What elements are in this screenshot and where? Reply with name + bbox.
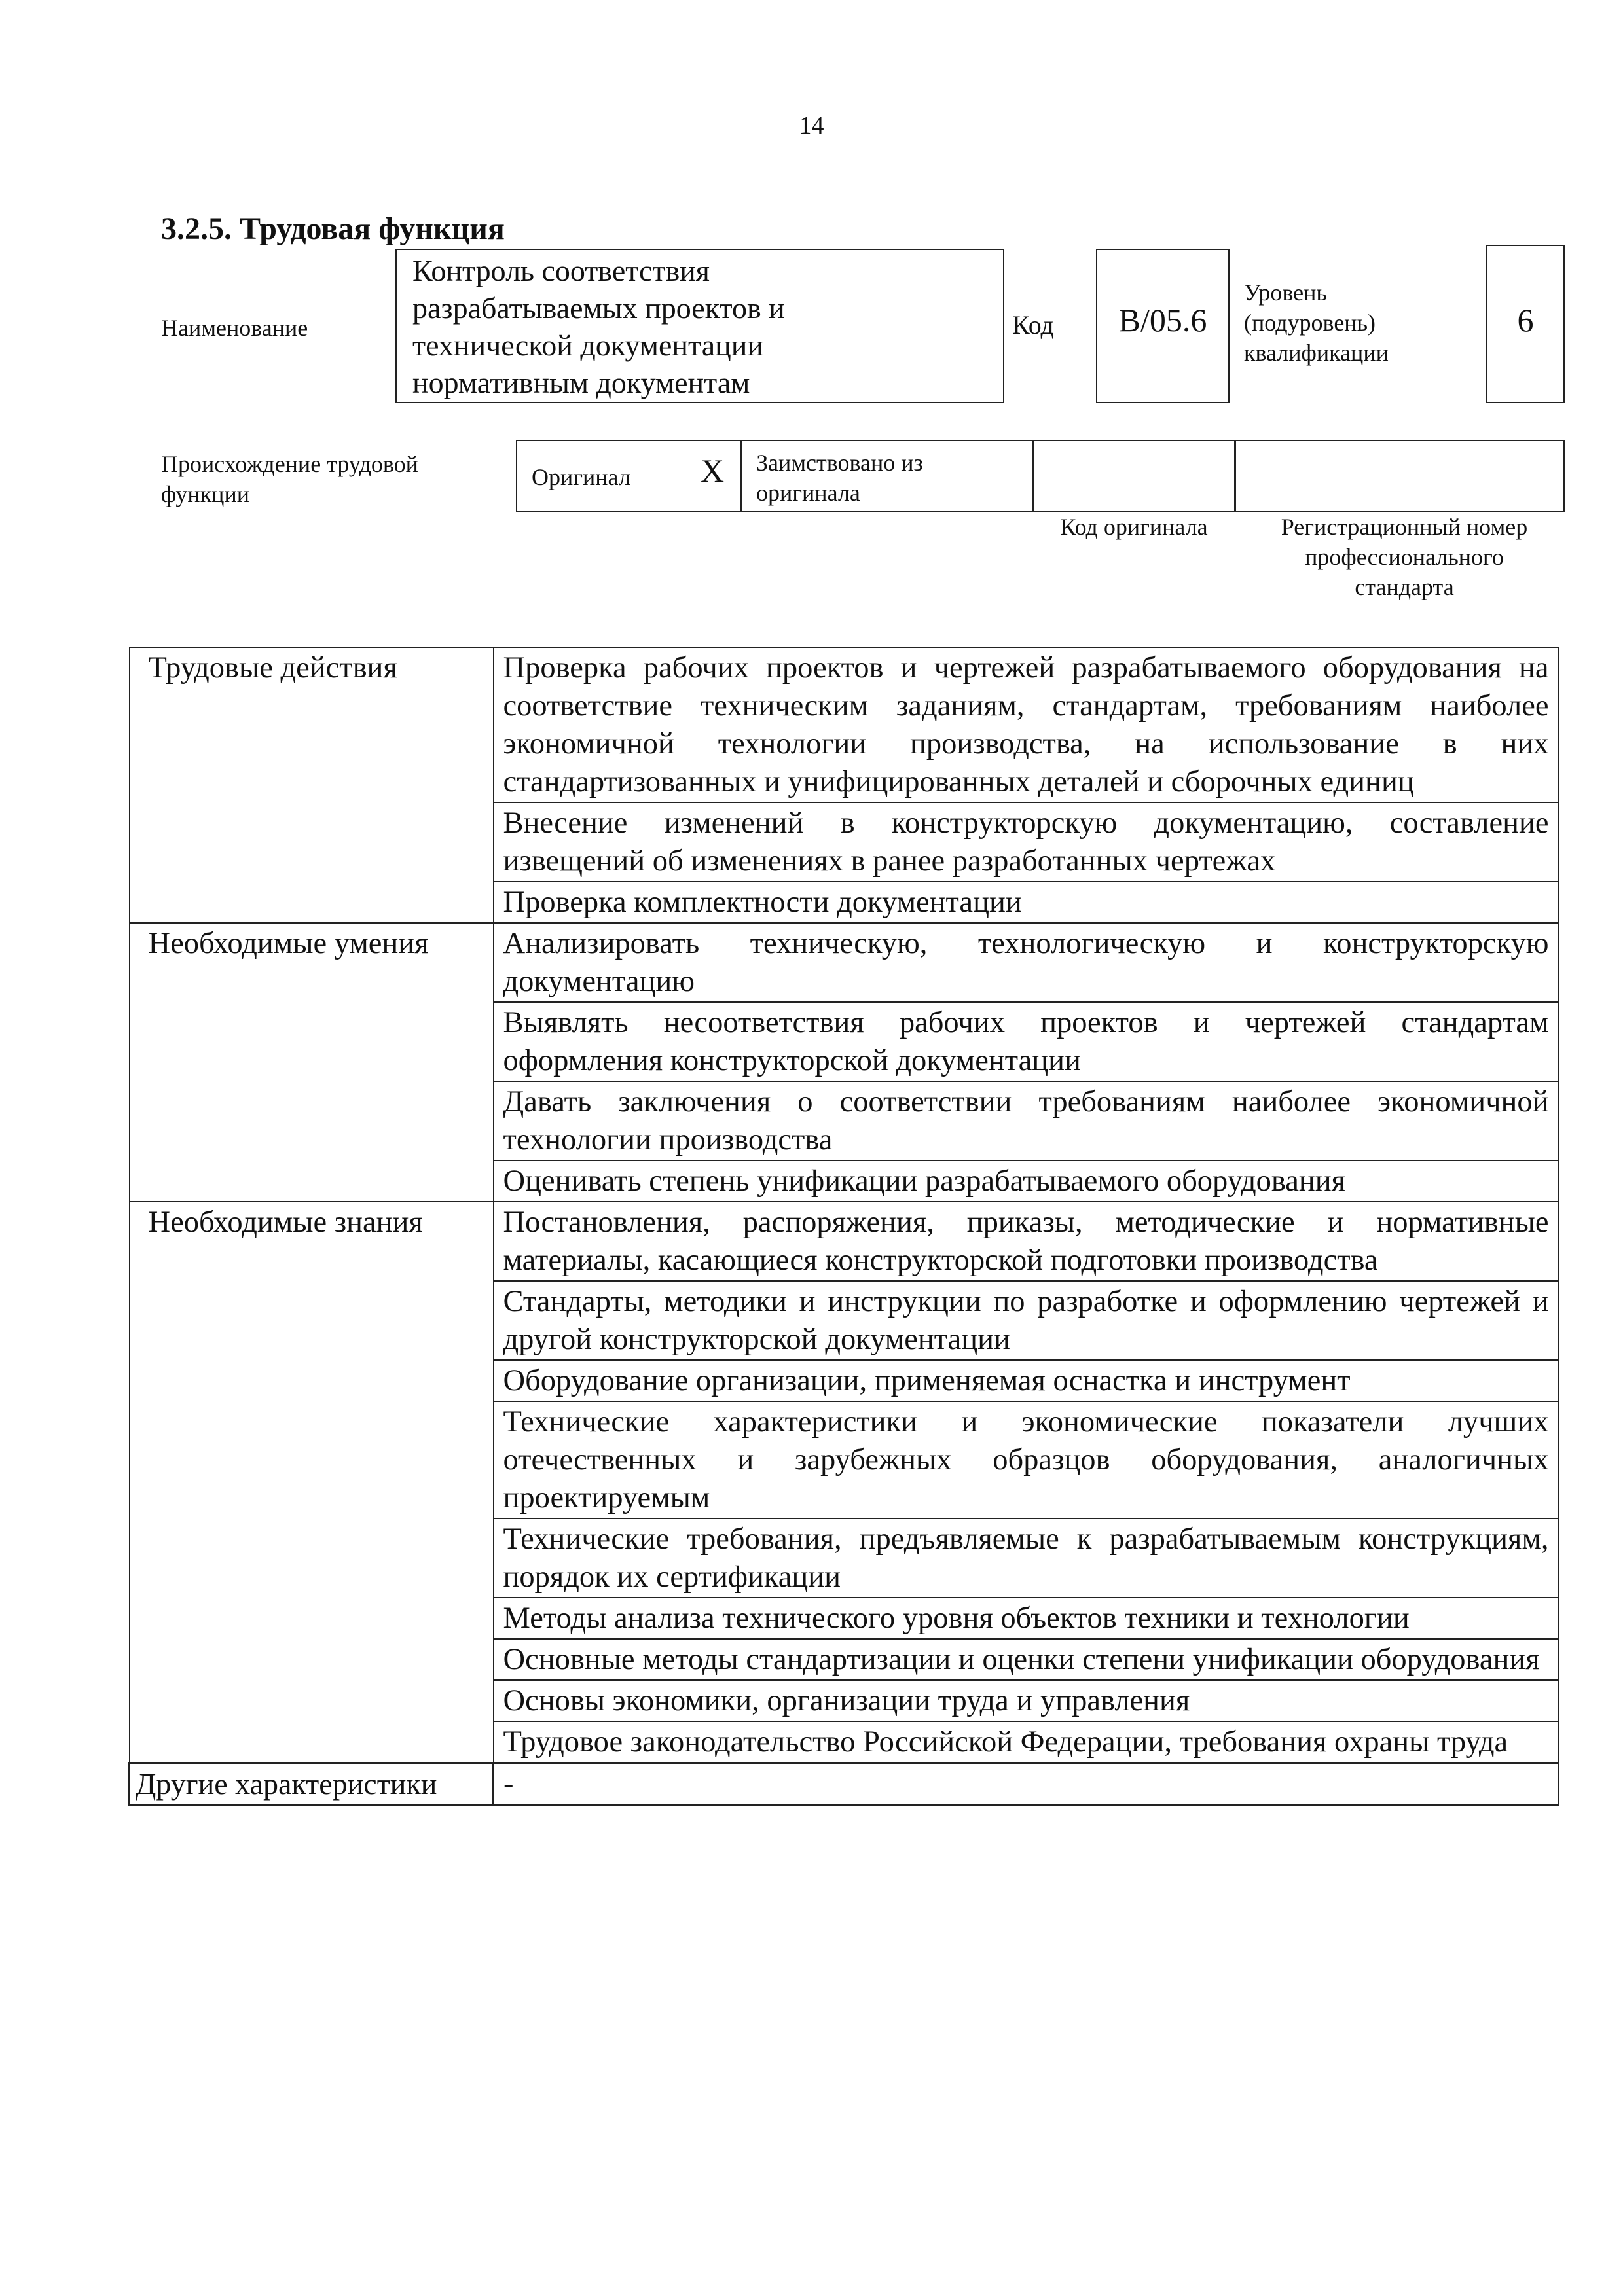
- category-other: Другие характеристики: [130, 1763, 494, 1805]
- table-cell: Основные методы стандартизации и оценки степени унификации оборудования: [494, 1639, 1559, 1680]
- table-cell: Внесение изменений в конструкторскую документацию, составление извещений об изменениях в ранее разработанных чертежах: [494, 802, 1559, 882]
- table-cell: Оборудование организации, применяемая оснастка и инструмент: [494, 1360, 1559, 1401]
- table-cell: Технические требования, предъявляемые к разрабатываемым конструкциям, порядок их сертификации: [494, 1518, 1559, 1598]
- table-cell: Основы экономики, организации труда и управления: [494, 1680, 1559, 1721]
- table-cell: Выявлять несоответствия рабочих проектов и чертежей стандартам оформления конструкторской документации: [494, 1002, 1559, 1081]
- reg-number-caption: Регистрационный номер профессионального стандарта: [1281, 514, 1528, 600]
- characteristics-table: [128, 647, 1559, 1806]
- original-mark: X: [701, 452, 725, 489]
- table-cell: Методы анализа технического уровня объектов техники и технологии: [494, 1598, 1559, 1639]
- borrowed-label: Заимствовано из оригинала: [756, 450, 923, 506]
- category-labor-actions: Трудовые действия: [130, 647, 494, 923]
- name-value: Контроль соответствия разрабатываемых проектов и технической документации нормативным документам: [412, 254, 785, 399]
- table-cell: Проверка комплектности документации: [494, 882, 1559, 923]
- table-cell: Давать заключения о соответствии требованиям наиболее экономичной технологии производства: [494, 1081, 1559, 1160]
- code-original-caption: Код оригинала: [1060, 514, 1208, 540]
- page-number: 14: [799, 112, 824, 139]
- table-cell: Трудовое законодательство Российской Федерации, требования охраны труда: [494, 1721, 1559, 1763]
- reg-number-cell: [1234, 440, 1565, 512]
- table-row: [130, 1763, 1559, 1805]
- category-skills: Необходимые умения: [130, 923, 494, 1202]
- table-cell: Технические характеристики и экономические показатели лучших отечественных и зарубежных образцов оборудования, аналогичных проектируемым: [494, 1401, 1559, 1518]
- table-cell: Стандарты, методики и инструкции по разработке и оформлению чертежей и другой конструкторской документации: [494, 1281, 1559, 1360]
- table-row: [130, 923, 1559, 1002]
- section-heading: 3.2.5. Трудовая функция: [161, 211, 505, 246]
- table-cell: -: [494, 1763, 1559, 1805]
- code-value: B/05.6: [1118, 302, 1207, 338]
- table-cell: Анализировать техническую, технологическую и конструкторскую документацию: [494, 923, 1559, 1002]
- table-cell: Проверка рабочих проектов и чертежей разрабатываемого оборудования на соответствие техническим заданиям, стандартам, требованиям наиболее экономичной технологии производства, на использование в них стандартизованных и унифицированных деталей и сборочных единиц: [494, 647, 1559, 802]
- original-label: Оригинал: [532, 464, 630, 490]
- table-row: [130, 647, 1559, 802]
- level-label: Уровень (подуровень) квалификации: [1244, 279, 1389, 366]
- category-knowledge: Необходимые знания: [130, 1202, 494, 1763]
- code-label: Код: [1012, 310, 1054, 340]
- level-value: 6: [1517, 302, 1534, 338]
- origin-label: Происхождение трудовой функции: [161, 451, 418, 507]
- table-cell: Оценивать степень унификации разрабатываемого оборудования: [494, 1160, 1559, 1202]
- code-original-cell: [1032, 440, 1236, 512]
- table-cell: Постановления, распоряжения, приказы, методические и нормативные материалы, касающиеся конструкторской подготовки производства: [494, 1202, 1559, 1281]
- name-label: Наименование: [161, 315, 308, 341]
- table-row: [130, 1202, 1559, 1281]
